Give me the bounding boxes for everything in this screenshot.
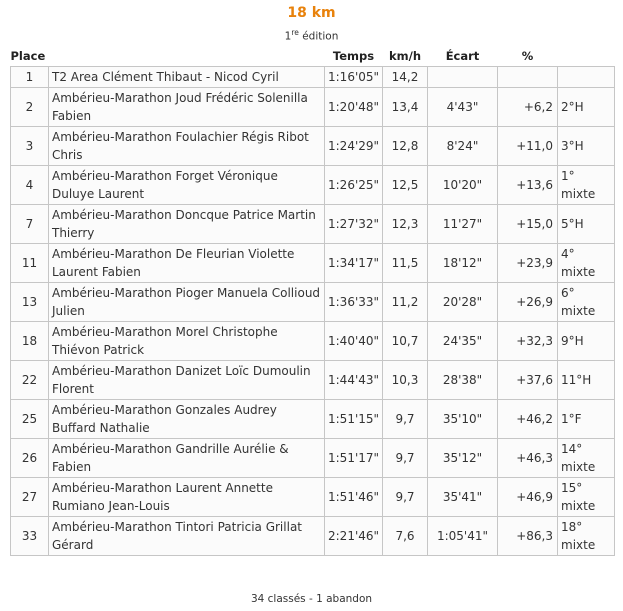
- gap-cell: 18'12": [428, 244, 498, 283]
- results-footer: 34 classés - 1 abandon: [250, 593, 373, 605]
- category-cell: 9°H: [558, 322, 615, 361]
- category-cell: 11°H: [558, 361, 615, 400]
- percent-cell: +15,0: [498, 205, 558, 244]
- category-cell: [558, 67, 615, 88]
- header-cat: [558, 46, 615, 67]
- edition-suffix: re: [291, 28, 299, 37]
- edition-number: 1: [284, 30, 292, 43]
- place-cell: 7: [11, 205, 49, 244]
- percent-cell: +46,9: [498, 478, 558, 517]
- table-row: [11, 67, 615, 88]
- team-cell: Ambérieu-Marathon Morel Christophe Thiévon Patrick: [49, 322, 325, 361]
- time-cell: 1:27'32": [325, 205, 383, 244]
- table-row: [11, 205, 615, 244]
- team-cell: Ambérieu-Marathon Foulachier Régis Ribot Chris: [49, 127, 325, 166]
- category-cell: 14° mixte: [558, 439, 615, 478]
- place-cell: 33: [11, 517, 49, 556]
- speed-cell: 9,7: [383, 478, 428, 517]
- gap-cell: 20'28": [428, 283, 498, 322]
- edition-line: [0, 28, 623, 43]
- gap-cell: 11'27": [428, 205, 498, 244]
- header-team: [49, 46, 325, 67]
- category-cell: 3°H: [558, 127, 615, 166]
- table-row: [11, 517, 615, 556]
- speed-cell: 12,5: [383, 166, 428, 205]
- percent-cell: [498, 67, 558, 88]
- time-cell: 1:26'25": [325, 166, 383, 205]
- table-row: [11, 322, 615, 361]
- team-cell: Ambérieu-Marathon Laurent Annette Rumiano Jean-Louis: [49, 478, 325, 517]
- category-cell: 5°H: [558, 205, 615, 244]
- header-row: [11, 46, 615, 67]
- team-cell: Ambérieu-Marathon Joud Frédéric Solenilla Fabien: [49, 88, 325, 127]
- gap-cell: 24'35": [428, 322, 498, 361]
- time-cell: 1:36'33": [325, 283, 383, 322]
- gap-cell: 1:05'41": [428, 517, 498, 556]
- header-ecart: Écart: [445, 49, 480, 63]
- category-cell: 6° mixte: [558, 283, 615, 322]
- team-cell: T2 Area Clément Thibaut - Nicod Cyril: [49, 67, 325, 88]
- table-row: [11, 127, 615, 166]
- gap-cell: [428, 67, 498, 88]
- table-row: [11, 88, 615, 127]
- team-cell: Ambérieu-Marathon De Fleurian Violette Laurent Fabien: [49, 244, 325, 283]
- header-pct: %: [521, 49, 534, 63]
- category-cell: 18° mixte: [558, 517, 615, 556]
- percent-cell: +32,3: [498, 322, 558, 361]
- header-place: Place: [10, 49, 46, 63]
- percent-cell: +46,3: [498, 439, 558, 478]
- table-row: [11, 478, 615, 517]
- table-row: [11, 439, 615, 478]
- place-cell: 3: [11, 127, 49, 166]
- edition-word: édition: [302, 30, 339, 43]
- gap-cell: 4'43": [428, 88, 498, 127]
- header-temps: Temps: [332, 49, 375, 63]
- time-cell: 1:51'46": [325, 478, 383, 517]
- table-row: [11, 361, 615, 400]
- team-cell: Ambérieu-Marathon Forget Véronique Duluye Laurent: [49, 166, 325, 205]
- speed-cell: 9,7: [383, 400, 428, 439]
- percent-cell: +86,3: [498, 517, 558, 556]
- percent-cell: +26,9: [498, 283, 558, 322]
- team-cell: Ambérieu-Marathon Pioger Manuela Collioud Julien: [49, 283, 325, 322]
- time-cell: 1:51'17": [325, 439, 383, 478]
- gap-cell: 28'38": [428, 361, 498, 400]
- category-cell: 2°H: [558, 88, 615, 127]
- team-cell: Ambérieu-Marathon Danizet Loïc Dumoulin Florent: [49, 361, 325, 400]
- speed-cell: 10,7: [383, 322, 428, 361]
- table-row: [11, 244, 615, 283]
- percent-cell: +23,9: [498, 244, 558, 283]
- team-cell: Ambérieu-Marathon Gandrille Aurélie & Fabien: [49, 439, 325, 478]
- place-cell: 27: [11, 478, 49, 517]
- category-cell: 1° mixte: [558, 166, 615, 205]
- results-table: [10, 46, 615, 556]
- time-cell: 1:24'29": [325, 127, 383, 166]
- gap-cell: 8'24": [428, 127, 498, 166]
- speed-cell: 9,7: [383, 439, 428, 478]
- place-cell: 13: [11, 283, 49, 322]
- percent-cell: +37,6: [498, 361, 558, 400]
- gap-cell: 35'12": [428, 439, 498, 478]
- speed-cell: 10,3: [383, 361, 428, 400]
- category-cell: 4° mixte: [558, 244, 615, 283]
- place-cell: 18: [11, 322, 49, 361]
- time-cell: 1:20'48": [325, 88, 383, 127]
- percent-cell: +6,2: [498, 88, 558, 127]
- speed-cell: 11,5: [383, 244, 428, 283]
- team-cell: Ambérieu-Marathon Doncque Patrice Martin Thierry: [49, 205, 325, 244]
- speed-cell: 11,2: [383, 283, 428, 322]
- time-cell: 1:40'40": [325, 322, 383, 361]
- time-cell: 2:21'46": [325, 517, 383, 556]
- percent-cell: +13,6: [498, 166, 558, 205]
- place-cell: 26: [11, 439, 49, 478]
- speed-cell: 12,3: [383, 205, 428, 244]
- gap-cell: 10'20": [428, 166, 498, 205]
- percent-cell: +46,2: [498, 400, 558, 439]
- percent-cell: +11,0: [498, 127, 558, 166]
- speed-cell: 14,2: [383, 67, 428, 88]
- header-kmh: km/h: [388, 49, 422, 63]
- speed-cell: 13,4: [383, 88, 428, 127]
- table-row: [11, 283, 615, 322]
- category-cell: 1°F: [558, 400, 615, 439]
- category-cell: 15° mixte: [558, 478, 615, 517]
- speed-cell: 12,8: [383, 127, 428, 166]
- place-cell: 11: [11, 244, 49, 283]
- team-cell: Ambérieu-Marathon Tintori Patricia Grillat Gérard: [49, 517, 325, 556]
- time-cell: 1:44'43": [325, 361, 383, 400]
- place-cell: 1: [11, 67, 49, 88]
- time-cell: 1:51'15": [325, 400, 383, 439]
- table-row: [11, 400, 615, 439]
- speed-cell: 7,6: [383, 517, 428, 556]
- gap-cell: 35'41": [428, 478, 498, 517]
- place-cell: 4: [11, 166, 49, 205]
- place-cell: 25: [11, 400, 49, 439]
- table-row: [11, 166, 615, 205]
- place-cell: 22: [11, 361, 49, 400]
- time-cell: 1:16'05": [325, 67, 383, 88]
- time-cell: 1:34'17": [325, 244, 383, 283]
- gap-cell: 35'10": [428, 400, 498, 439]
- race-title: 18 km: [287, 5, 336, 21]
- place-cell: 2: [11, 88, 49, 127]
- team-cell: Ambérieu-Marathon Gonzales Audrey Buffard Nathalie: [49, 400, 325, 439]
